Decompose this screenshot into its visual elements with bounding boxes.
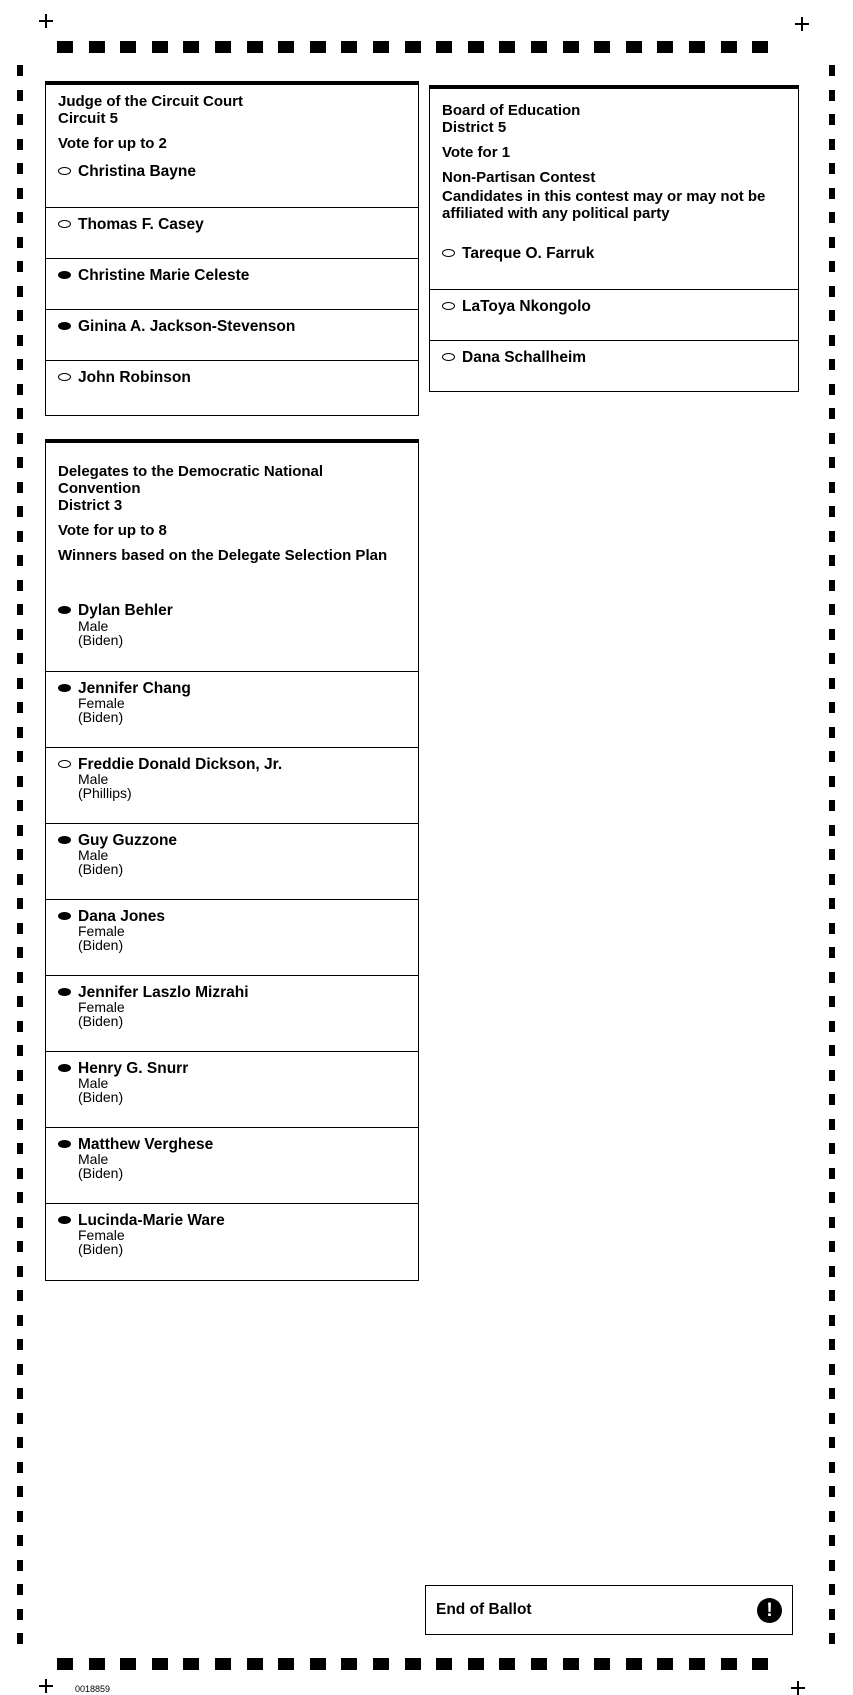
timing-mark bbox=[215, 41, 231, 53]
vote-oval[interactable] bbox=[442, 353, 455, 361]
timing-mark bbox=[563, 41, 579, 53]
timing-mark bbox=[689, 1658, 705, 1670]
candidate-row[interactable] bbox=[46, 747, 418, 823]
timing-mark bbox=[829, 825, 835, 836]
registration-mark-bottom-right bbox=[791, 1681, 805, 1695]
contest-title: Judge of the Circuit Court bbox=[58, 93, 243, 110]
candidate-gender: Male bbox=[78, 771, 109, 787]
timing-mark bbox=[829, 457, 835, 468]
vote-oval[interactable] bbox=[58, 988, 71, 996]
timing-mark bbox=[829, 114, 835, 125]
timing-mark bbox=[829, 1535, 835, 1546]
timing-mark bbox=[17, 580, 23, 591]
timing-mark bbox=[829, 1266, 835, 1277]
timing-mark bbox=[829, 1486, 835, 1497]
timing-mark bbox=[17, 1168, 23, 1179]
timing-mark bbox=[17, 1535, 23, 1546]
timing-mark bbox=[17, 1413, 23, 1424]
timing-mark bbox=[829, 1633, 835, 1644]
timing-mark bbox=[89, 41, 105, 53]
candidate-name: Dana Jones bbox=[78, 908, 166, 925]
candidate-row[interactable] bbox=[46, 1051, 418, 1127]
timing-mark bbox=[829, 188, 835, 199]
timing-mark bbox=[829, 482, 835, 493]
timing-mark bbox=[373, 41, 389, 53]
candidate-list bbox=[46, 156, 418, 411]
timing-mark bbox=[373, 1658, 389, 1670]
candidate-affiliation: (Biden) bbox=[78, 861, 124, 877]
contest-note: Non-Partisan Contest bbox=[442, 169, 596, 186]
timing-mark bbox=[17, 1266, 23, 1277]
timing-mark bbox=[17, 1633, 23, 1644]
timing-mark bbox=[17, 212, 23, 223]
timing-mark bbox=[17, 702, 23, 713]
alert-icon: ! bbox=[757, 1598, 782, 1623]
candidate-row[interactable] bbox=[46, 1127, 418, 1203]
candidate-affiliation: (Biden) bbox=[78, 1165, 124, 1181]
timing-mark bbox=[57, 1658, 73, 1670]
candidate-gender: Female bbox=[78, 999, 125, 1015]
timing-mark bbox=[829, 237, 835, 248]
timing-mark bbox=[829, 1119, 835, 1130]
timing-mark bbox=[17, 1094, 23, 1105]
timing-mark bbox=[17, 1217, 23, 1228]
timing-mark bbox=[657, 41, 673, 53]
timing-mark bbox=[17, 751, 23, 762]
candidate-row[interactable] bbox=[46, 671, 418, 747]
timing-mark bbox=[829, 849, 835, 860]
contest-board-of-education bbox=[429, 85, 799, 392]
timing-mark bbox=[17, 972, 23, 983]
timing-mark bbox=[829, 335, 835, 346]
timing-mark bbox=[829, 604, 835, 615]
timing-mark bbox=[468, 1658, 484, 1670]
timing-mark bbox=[341, 1658, 357, 1670]
timing-mark bbox=[531, 1658, 547, 1670]
contest-note: Winners based on the Delegate Selection Plan bbox=[58, 547, 388, 564]
candidate-affiliation: (Biden) bbox=[78, 937, 124, 953]
vote-oval[interactable] bbox=[58, 271, 71, 279]
candidate-row[interactable] bbox=[46, 258, 418, 309]
candidate-name: Dylan Behler bbox=[78, 602, 173, 619]
timing-mark bbox=[829, 580, 835, 591]
candidate-name: Guy Guzzone bbox=[78, 832, 178, 849]
timing-mark bbox=[17, 237, 23, 248]
timing-mark bbox=[17, 1021, 23, 1032]
timing-mark bbox=[17, 310, 23, 321]
candidate-name: Christine Marie Celeste bbox=[78, 267, 250, 284]
timing-mark bbox=[829, 1339, 835, 1350]
timing-mark bbox=[829, 506, 835, 517]
contest-title: Delegates to the Democratic National Convention bbox=[58, 463, 324, 497]
timing-mark bbox=[829, 923, 835, 934]
timing-mark bbox=[829, 1143, 835, 1154]
candidate-row[interactable] bbox=[46, 975, 418, 1051]
timing-mark bbox=[829, 531, 835, 542]
timing-mark bbox=[829, 1021, 835, 1032]
timing-mark bbox=[247, 1658, 263, 1670]
candidate-name: Lucinda-Marie Ware bbox=[78, 1212, 225, 1229]
timing-mark bbox=[183, 1658, 199, 1670]
timing-mark bbox=[17, 261, 23, 272]
timing-mark bbox=[17, 1045, 23, 1056]
timing-mark bbox=[17, 1584, 23, 1595]
timing-mark bbox=[17, 1315, 23, 1326]
candidate-gender: Male bbox=[78, 618, 109, 634]
candidate-gender: Female bbox=[78, 1227, 125, 1243]
timing-mark bbox=[829, 408, 835, 419]
timing-mark bbox=[829, 1560, 835, 1571]
timing-mark bbox=[17, 114, 23, 125]
vote-oval[interactable] bbox=[58, 1216, 71, 1224]
timing-mark bbox=[17, 604, 23, 615]
timing-mark bbox=[829, 996, 835, 1007]
candidate-row[interactable] bbox=[46, 156, 418, 207]
timing-mark bbox=[829, 1437, 835, 1448]
timing-mark bbox=[829, 1241, 835, 1252]
contest-subtitle: District 3 bbox=[58, 497, 123, 514]
vote-oval[interactable] bbox=[58, 912, 71, 920]
timing-mark bbox=[531, 41, 547, 53]
timing-mark bbox=[17, 898, 23, 909]
candidate-gender: Male bbox=[78, 1151, 109, 1167]
candidate-name: LaToya Nkongolo bbox=[462, 298, 591, 315]
timing-mark bbox=[17, 849, 23, 860]
vote-instruction: Vote for up to 8 bbox=[58, 522, 167, 539]
end-of-ballot-label: End of Ballot bbox=[436, 1601, 532, 1618]
timing-mark bbox=[17, 1511, 23, 1522]
timing-mark bbox=[829, 1168, 835, 1179]
timing-mark bbox=[405, 1658, 421, 1670]
timing-mark bbox=[120, 41, 136, 53]
timing-mark bbox=[17, 555, 23, 566]
candidate-affiliation: (Biden) bbox=[78, 709, 124, 725]
timing-mark bbox=[17, 653, 23, 664]
contest-note-affiliation: Candidates in this contest may or may not be affiliated with any political party bbox=[442, 188, 766, 222]
timing-mark bbox=[829, 776, 835, 787]
candidate-list bbox=[430, 238, 798, 391]
timing-mark bbox=[17, 1070, 23, 1081]
ballot-serial-number: 0018859 bbox=[75, 1684, 111, 1694]
vote-oval[interactable] bbox=[58, 836, 71, 844]
timing-mark bbox=[152, 1658, 168, 1670]
timing-mark bbox=[57, 41, 73, 53]
timing-mark bbox=[17, 1462, 23, 1473]
timing-mark bbox=[689, 41, 705, 53]
timing-mark bbox=[17, 531, 23, 542]
timing-mark bbox=[17, 923, 23, 934]
timing-mark bbox=[721, 1658, 737, 1670]
candidate-gender: Male bbox=[78, 1075, 109, 1091]
candidate-list bbox=[46, 595, 418, 1279]
timing-mark bbox=[829, 1070, 835, 1081]
timing-mark bbox=[17, 1241, 23, 1252]
vote-oval[interactable] bbox=[442, 249, 455, 257]
timing-mark bbox=[829, 261, 835, 272]
timing-mark bbox=[829, 751, 835, 762]
timing-mark bbox=[829, 65, 835, 76]
timing-mark bbox=[829, 433, 835, 444]
timing-mark bbox=[829, 629, 835, 640]
timing-mark bbox=[17, 139, 23, 150]
timing-mark bbox=[17, 629, 23, 640]
contest-title: Board of Education bbox=[442, 102, 581, 119]
timing-mark bbox=[17, 163, 23, 174]
contest-judge-circuit-court bbox=[45, 81, 419, 416]
candidate-name: Dana Schallheim bbox=[462, 349, 587, 366]
timing-mark bbox=[829, 1511, 835, 1522]
candidate-row[interactable] bbox=[430, 289, 798, 340]
timing-mark bbox=[17, 800, 23, 811]
timing-mark bbox=[829, 555, 835, 566]
timing-mark bbox=[829, 1045, 835, 1056]
timing-mark bbox=[278, 1658, 294, 1670]
candidate-row[interactable] bbox=[46, 207, 418, 258]
contest-delegates-dnc bbox=[45, 439, 419, 1281]
timing-mark bbox=[829, 1413, 835, 1424]
candidate-name: Jennifer Chang bbox=[78, 680, 191, 697]
candidate-name: Christina Bayne bbox=[78, 163, 197, 180]
vote-oval[interactable] bbox=[58, 373, 71, 381]
timing-mark bbox=[17, 776, 23, 787]
timing-mark bbox=[17, 996, 23, 1007]
vote-oval[interactable] bbox=[58, 220, 71, 228]
vote-oval[interactable] bbox=[58, 1064, 71, 1072]
timing-mark bbox=[721, 41, 737, 53]
timing-mark bbox=[829, 1462, 835, 1473]
candidate-name: Freddie Donald Dickson, Jr. bbox=[78, 756, 283, 773]
candidate-row[interactable] bbox=[46, 309, 418, 360]
timing-mark bbox=[829, 678, 835, 689]
timing-mark bbox=[405, 41, 421, 53]
timing-mark bbox=[17, 874, 23, 885]
timing-mark bbox=[278, 41, 294, 53]
candidate-gender: Male bbox=[78, 847, 109, 863]
candidate-row[interactable] bbox=[46, 1203, 418, 1279]
vote-oval[interactable] bbox=[58, 1140, 71, 1148]
candidate-row[interactable] bbox=[430, 238, 798, 289]
timing-mark bbox=[120, 1658, 136, 1670]
timing-mark bbox=[829, 212, 835, 223]
timing-mark bbox=[17, 1192, 23, 1203]
timing-mark bbox=[594, 41, 610, 53]
timing-mark bbox=[829, 1364, 835, 1375]
candidate-name: Matthew Verghese bbox=[78, 1136, 214, 1153]
timing-mark bbox=[752, 41, 768, 53]
timing-mark bbox=[468, 41, 484, 53]
contest-subtitle: Circuit 5 bbox=[58, 110, 119, 127]
candidate-name: John Robinson bbox=[78, 369, 191, 386]
timing-mark bbox=[626, 1658, 642, 1670]
timing-mark bbox=[310, 41, 326, 53]
timing-mark bbox=[17, 482, 23, 493]
timing-mark bbox=[215, 1658, 231, 1670]
timing-mark bbox=[829, 1315, 835, 1326]
candidate-affiliation: (Phillips) bbox=[78, 785, 132, 801]
vote-instruction: Vote for up to 2 bbox=[58, 135, 167, 152]
timing-mark bbox=[594, 1658, 610, 1670]
candidate-row[interactable] bbox=[46, 595, 418, 671]
candidate-row[interactable] bbox=[430, 340, 798, 391]
timing-mark bbox=[829, 163, 835, 174]
timing-mark bbox=[829, 702, 835, 713]
vote-instruction: Vote for 1 bbox=[442, 144, 511, 161]
timing-mark bbox=[17, 1364, 23, 1375]
timing-mark bbox=[829, 898, 835, 909]
candidate-row[interactable] bbox=[46, 899, 418, 975]
timing-mark bbox=[829, 384, 835, 395]
timing-mark bbox=[247, 41, 263, 53]
timing-mark bbox=[829, 139, 835, 150]
timing-mark bbox=[17, 384, 23, 395]
timing-mark bbox=[829, 874, 835, 885]
timing-mark bbox=[17, 825, 23, 836]
timing-mark bbox=[436, 41, 452, 53]
timing-mark bbox=[17, 1609, 23, 1620]
end-of-ballot-box bbox=[425, 1585, 793, 1635]
timing-mark bbox=[829, 1609, 835, 1620]
candidate-gender: Female bbox=[78, 695, 125, 711]
vote-oval[interactable] bbox=[58, 606, 71, 614]
contest-subtitle: District 5 bbox=[442, 119, 507, 136]
timing-mark bbox=[183, 41, 199, 53]
candidate-name: Jennifer Laszlo Mizrahi bbox=[78, 984, 249, 1001]
vote-oval[interactable] bbox=[58, 322, 71, 330]
candidate-affiliation: (Biden) bbox=[78, 1089, 124, 1105]
registration-mark-top-left bbox=[39, 14, 53, 28]
timing-mark bbox=[829, 653, 835, 664]
timing-mark bbox=[17, 727, 23, 738]
vote-oval[interactable] bbox=[58, 167, 71, 175]
timing-mark bbox=[17, 1486, 23, 1497]
timing-mark bbox=[829, 286, 835, 297]
timing-mark bbox=[17, 90, 23, 101]
timing-mark bbox=[17, 188, 23, 199]
candidate-name: Thomas F. Casey bbox=[78, 216, 204, 233]
timing-mark bbox=[17, 1437, 23, 1448]
vote-oval[interactable] bbox=[58, 760, 71, 768]
timing-mark bbox=[829, 1217, 835, 1228]
timing-mark bbox=[341, 41, 357, 53]
timing-mark bbox=[499, 41, 515, 53]
timing-mark bbox=[17, 1388, 23, 1399]
timing-mark bbox=[17, 1119, 23, 1130]
timing-mark bbox=[17, 1339, 23, 1350]
timing-mark bbox=[829, 1290, 835, 1301]
vote-oval[interactable] bbox=[58, 684, 71, 692]
candidate-name: Tareque O. Farruk bbox=[462, 245, 595, 262]
timing-mark bbox=[17, 359, 23, 370]
timing-mark bbox=[17, 408, 23, 419]
timing-mark bbox=[17, 506, 23, 517]
candidate-affiliation: (Biden) bbox=[78, 1241, 124, 1257]
timing-mark bbox=[17, 1143, 23, 1154]
timing-mark bbox=[310, 1658, 326, 1670]
timing-mark bbox=[89, 1658, 105, 1670]
timing-mark bbox=[436, 1658, 452, 1670]
candidate-row[interactable] bbox=[46, 360, 418, 411]
timing-mark bbox=[17, 335, 23, 346]
timing-mark bbox=[829, 1584, 835, 1595]
timing-mark bbox=[17, 1290, 23, 1301]
timing-mark bbox=[626, 41, 642, 53]
candidate-affiliation: (Biden) bbox=[78, 632, 124, 648]
timing-mark bbox=[657, 1658, 673, 1670]
timing-mark bbox=[829, 359, 835, 370]
timing-mark bbox=[829, 800, 835, 811]
timing-mark bbox=[499, 1658, 515, 1670]
candidate-gender: Female bbox=[78, 923, 125, 939]
timing-mark bbox=[829, 1094, 835, 1105]
timing-mark bbox=[829, 972, 835, 983]
timing-mark bbox=[752, 1658, 768, 1670]
vote-oval[interactable] bbox=[442, 302, 455, 310]
timing-mark bbox=[17, 433, 23, 444]
timing-mark bbox=[829, 947, 835, 958]
timing-mark bbox=[17, 678, 23, 689]
timing-mark bbox=[17, 65, 23, 76]
timing-mark bbox=[829, 727, 835, 738]
timing-mark bbox=[829, 90, 835, 101]
timing-mark bbox=[829, 310, 835, 321]
timing-mark bbox=[17, 1560, 23, 1571]
timing-mark bbox=[17, 457, 23, 468]
registration-mark-top-right bbox=[795, 17, 809, 31]
candidate-affiliation: (Biden) bbox=[78, 1013, 124, 1029]
timing-mark bbox=[152, 41, 168, 53]
candidate-name: Henry G. Snurr bbox=[78, 1060, 189, 1077]
candidate-name: Ginina A. Jackson-Stevenson bbox=[78, 318, 296, 335]
timing-mark bbox=[563, 1658, 579, 1670]
timing-mark bbox=[829, 1192, 835, 1203]
timing-mark bbox=[17, 286, 23, 297]
candidate-row[interactable] bbox=[46, 823, 418, 899]
timing-mark bbox=[17, 947, 23, 958]
timing-mark bbox=[829, 1388, 835, 1399]
